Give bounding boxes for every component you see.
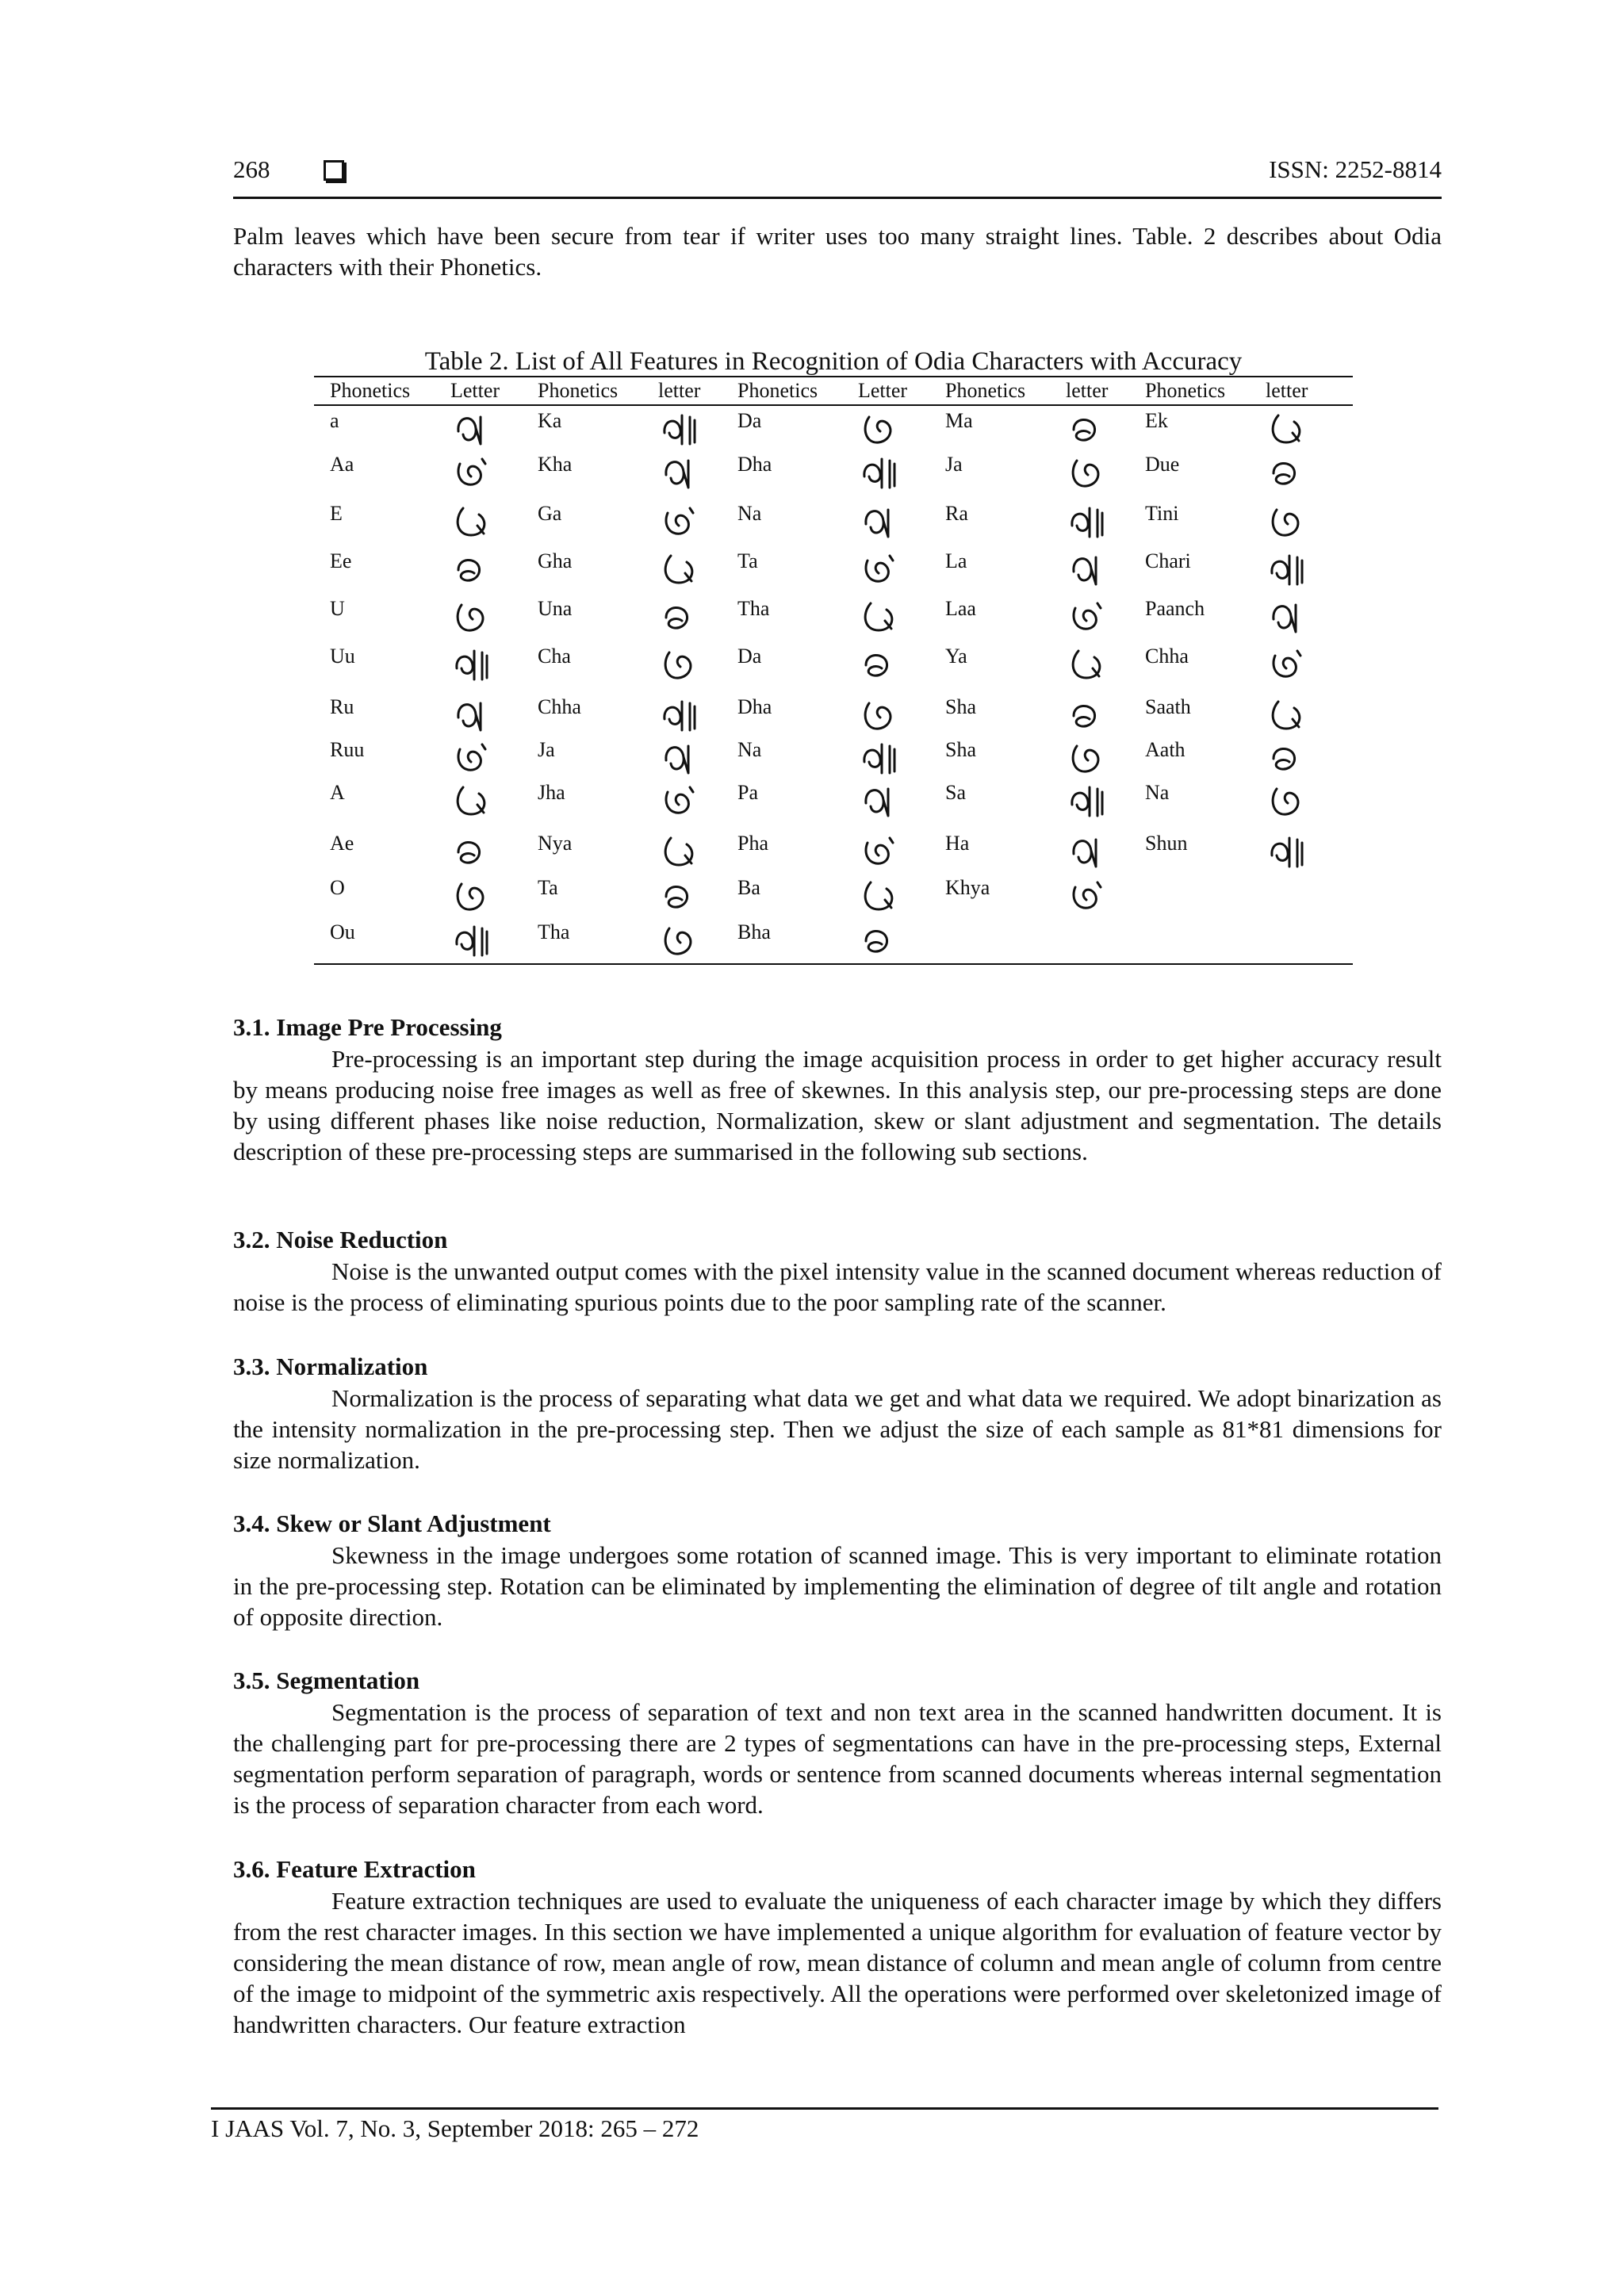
- phonetic-cell: Chha: [538, 695, 581, 718]
- section-title-3-1: 3.1. Image Pre Processing: [233, 1013, 502, 1041]
- letter-cell: [642, 735, 722, 778]
- phonetic-cell: Da: [737, 645, 762, 668]
- handwritten-odia-letter-icon: [446, 502, 498, 541]
- page-header: [233, 155, 1442, 199]
- letter-cell: [435, 499, 522, 546]
- table-header-cell: letter: [642, 377, 722, 405]
- phonetic-cell: La: [945, 549, 967, 572]
- phonetic-cell: Sa: [945, 781, 966, 804]
- letter-cell: [1250, 450, 1353, 499]
- letter-cell: [1250, 405, 1353, 450]
- phonetic-cell: Ja: [945, 453, 963, 476]
- handwritten-odia-letter-icon: [853, 597, 906, 637]
- letter-cell: [842, 873, 929, 917]
- phonetic-cell: Na: [737, 502, 762, 525]
- letter-cell: [1250, 873, 1353, 917]
- letter-cell: [842, 405, 929, 450]
- phonetic-cell: Ou: [330, 920, 355, 943]
- table-caption: Table 2. List of All Features in Recognition of Odia Characters with Accuracy: [424, 347, 1243, 376]
- letter-cell: [642, 873, 722, 917]
- handwritten-odia-letter-icon: [653, 832, 706, 871]
- handwritten-odia-letter-icon: [653, 502, 706, 541]
- issn: ISSN: 2252-8814: [1269, 155, 1442, 183]
- phonetic-cell: O: [330, 876, 345, 899]
- phonetic-cell: Aa: [330, 453, 354, 476]
- letter-cell: [435, 450, 522, 499]
- handwritten-odia-letter-icon: [653, 409, 706, 449]
- phonetic-cell: A: [330, 781, 345, 804]
- handwritten-odia-letter-icon: [1261, 738, 1313, 778]
- letter-cell: [435, 546, 522, 594]
- section-title-3-5: 3.5. Segmentation: [233, 1667, 420, 1694]
- handwritten-odia-letter-icon: [1261, 832, 1313, 871]
- letter-cell: [642, 828, 722, 873]
- letter-cell: [1250, 778, 1353, 828]
- table-header-cell: Phonetics: [929, 377, 1050, 405]
- handwritten-odia-letter-icon: [446, 645, 498, 684]
- handwritten-odia-letter-icon: [653, 453, 706, 492]
- table-row: [314, 499, 1353, 546]
- page-footer: I JAAS Vol. 7, No. 3, September 2018: 265 – 272: [211, 2107, 1438, 2143]
- phonetic-cell: Da: [737, 409, 762, 432]
- letter-cell: [1050, 450, 1129, 499]
- phonetic-cell: a: [330, 409, 339, 432]
- table-row: [314, 917, 1353, 963]
- handwritten-odia-letter-icon: [1061, 549, 1113, 589]
- letter-cell: [1050, 546, 1129, 594]
- letter-cell: [435, 594, 522, 641]
- table-header-cell: Letter: [435, 377, 522, 405]
- table-header-cell: Phonetics: [722, 377, 842, 405]
- handwritten-odia-letter-icon: [853, 920, 906, 960]
- table-row: [314, 641, 1353, 692]
- table-row: [314, 450, 1353, 499]
- letter-cell: [642, 405, 722, 450]
- section-body-3-3: Normalization is the process of separating what data we get and what data we required. We adopt binarization as the intensity normalization in the pre-processing step. Then we adjust the size of each sample as 81*81 dimensions for size normalization.: [233, 1384, 1442, 1474]
- handwritten-odia-letter-icon: [853, 781, 906, 821]
- handwritten-odia-letter-icon: [446, 597, 498, 637]
- handwritten-odia-letter-icon: [1061, 409, 1113, 449]
- handwritten-odia-letter-icon: [653, 738, 706, 778]
- letter-cell: [1250, 546, 1353, 594]
- phonetic-cell: E: [330, 502, 343, 525]
- letter-cell: [1250, 828, 1353, 873]
- handwritten-odia-letter-icon: [653, 695, 706, 735]
- handwritten-odia-letter-icon: [853, 832, 906, 871]
- phonetic-cell: [1129, 873, 1250, 917]
- table-row: [314, 735, 1353, 778]
- section-body-3-1: Pre-processing is an important step during the image acquisition process in order to get higher accuracy result by means producing noise free images as well as free of skewnes. In this analysis step, our pre-processing steps are done by using different phases like noise reduction, Normalization, skew or slant adjustment and segmentation. The details description of these pre-processing steps are summarised in the following sub sections.: [233, 1045, 1442, 1165]
- phonetic-cell: Paanch: [1145, 597, 1205, 620]
- handwritten-odia-letter-icon: [853, 502, 906, 541]
- phonetic-cell: Tha: [737, 597, 770, 620]
- letter-cell: [1250, 594, 1353, 641]
- handwritten-odia-letter-icon: [653, 781, 706, 821]
- letter-cell: [1050, 917, 1129, 963]
- handwritten-odia-letter-icon: [446, 409, 498, 449]
- handwritten-odia-letter-icon: [1261, 453, 1313, 492]
- phonetic-cell: Aath: [1145, 738, 1185, 761]
- section-title-3-3: 3.3. Normalization: [233, 1353, 428, 1380]
- table-row: [314, 405, 1353, 450]
- phonetic-cell: Ae: [330, 832, 354, 855]
- letter-cell: [842, 450, 929, 499]
- handwritten-odia-letter-icon: [1261, 409, 1313, 449]
- letter-cell: [1050, 405, 1129, 450]
- letter-cell: [435, 778, 522, 828]
- table-header-cell: Phonetics: [522, 377, 642, 405]
- phonetic-cell: [929, 917, 1050, 963]
- phonetic-cell: Ha: [945, 832, 970, 855]
- phonetic-cell: Ba: [737, 876, 760, 899]
- handwritten-odia-letter-icon: [1261, 549, 1313, 589]
- phonetic-cell: Ma: [945, 409, 973, 432]
- letter-cell: [642, 917, 722, 963]
- letter-cell: [435, 828, 522, 873]
- phonetic-cell: Ta: [538, 876, 558, 899]
- phonetic-cell: Ja: [538, 738, 555, 761]
- phonetic-cell: Gha: [538, 549, 573, 572]
- handwritten-odia-letter-icon: [1061, 832, 1113, 871]
- phonetic-cell: Ru: [330, 695, 354, 718]
- letter-cell: [642, 594, 722, 641]
- letter-cell: [642, 641, 722, 692]
- handwritten-odia-letter-icon: [1061, 738, 1113, 778]
- letter-cell: [842, 594, 929, 641]
- handwritten-odia-letter-icon: [1061, 695, 1113, 735]
- letter-cell: [842, 828, 929, 873]
- letter-cell: [435, 405, 522, 450]
- letter-cell: [1250, 499, 1353, 546]
- handwritten-odia-letter-icon: [653, 645, 706, 684]
- handwritten-odia-letter-icon: [653, 549, 706, 589]
- handwritten-odia-letter-icon: [446, 920, 498, 960]
- intro-paragraph: Palm leaves which have been secure from tear if writer uses too many straight lines. Table. 2 describes about Odia characters with their Phonetics.: [233, 222, 1442, 281]
- phonetic-cell: Ee: [330, 549, 352, 572]
- phonetic-cell: Ya: [945, 645, 967, 668]
- handwritten-odia-letter-icon: [1061, 597, 1113, 637]
- letter-cell: [842, 546, 929, 594]
- letter-cell: [842, 692, 929, 735]
- letter-cell: [842, 778, 929, 828]
- phonetic-cell: Jha: [538, 781, 565, 804]
- section-title-3-6: 3.6. Feature Extraction: [233, 1855, 476, 1883]
- phonetic-cell: Pa: [737, 781, 758, 804]
- table-header-cell: Phonetics: [1129, 377, 1250, 405]
- handwritten-odia-letter-icon: [446, 832, 498, 871]
- letter-cell: [1250, 641, 1353, 692]
- letter-cell: [642, 450, 722, 499]
- letter-cell: [642, 778, 722, 828]
- phonetic-cell: U: [330, 597, 345, 620]
- handwritten-odia-letter-icon: [853, 738, 906, 778]
- letter-cell: [642, 546, 722, 594]
- table-header-cell: Letter: [842, 377, 929, 405]
- phonetic-cell: Khya: [945, 876, 990, 899]
- phonetic-cell: Ta: [737, 549, 758, 572]
- phonetic-cell: Ka: [538, 409, 562, 432]
- section-body-3-4: Skewness in the image undergoes some rotation of scanned image. This is very important to eliminate rotation in the pre-processing step. Rotation can be eliminated by implementing the elimination of degree of tilt angle and rotation of opposite direction.: [233, 1541, 1442, 1631]
- phonetic-cell: Ra: [945, 502, 968, 525]
- phonetic-cell: Sha: [945, 738, 976, 761]
- phonetic-cell: Chha: [1145, 645, 1189, 668]
- table-row: [314, 692, 1353, 735]
- phonetic-cell: Kha: [538, 453, 573, 476]
- phonetic-cell: Tini: [1145, 502, 1179, 525]
- table-row: [314, 594, 1353, 641]
- phonetic-cell: Na: [737, 738, 762, 761]
- handwritten-odia-letter-icon: [1261, 645, 1313, 684]
- table-header-cell: letter: [1250, 377, 1353, 405]
- letter-cell: [1050, 735, 1129, 778]
- letter-cell: [642, 499, 722, 546]
- letter-cell: [435, 641, 522, 692]
- handwritten-odia-letter-icon: [446, 781, 498, 821]
- handwritten-odia-letter-icon: [1261, 695, 1313, 735]
- handwritten-odia-letter-icon: [853, 695, 906, 735]
- phonetic-cell: Ga: [538, 502, 562, 525]
- phonetic-cell: Ruu: [330, 738, 365, 761]
- handwritten-odia-letter-icon: [1061, 453, 1113, 492]
- handwritten-odia-letter-icon: [653, 920, 706, 960]
- phonetic-cell: Uu: [330, 645, 355, 668]
- phonetic-cell: Pha: [737, 832, 768, 855]
- letter-cell: [435, 873, 522, 917]
- section-body-3-5: Segmentation is the process of separation of text and non text area in the scanned handwritten document. It is the challenging part for pre-processing there are 2 types of segmentations can have in the pre-processing steps, External segmentation perform separation of paragraph, words or sentence from scanned documents whereas internal segmentation is the process of separation character from each word.: [233, 1698, 1442, 1819]
- section-title-3-2: 3.2. Noise Reduction: [233, 1226, 448, 1253]
- table-row: [314, 873, 1353, 917]
- table-row: [314, 778, 1353, 828]
- letter-cell: [1050, 641, 1129, 692]
- phonetic-cell: Tha: [538, 920, 570, 943]
- section-title-3-4: 3.4. Skew or Slant Adjustment: [233, 1510, 551, 1537]
- letter-cell: [1050, 692, 1129, 735]
- phonetic-cell: Nya: [538, 832, 573, 855]
- handwritten-odia-letter-icon: [446, 738, 498, 778]
- phonetic-cell: Sha: [945, 695, 976, 718]
- table-body: [314, 405, 1353, 963]
- section-body-3-6: Feature extraction techniques are used to evaluate the uniqueness of each character image by which they differs from the rest character images. In this section we have implemented a unique algorithm for evaluation of feature vector by considering the mean distance of row, mean angle of row, mean distance of column and mean angle of column from centre of the image to midpoint of the symmetric axis respectively. All the operations were performed over skeletonized image of handwritten characters. Our feature extraction: [233, 1887, 1442, 2038]
- letter-cell: [1050, 594, 1129, 641]
- phonetic-cell: Una: [538, 597, 573, 620]
- phonetic-cell: Bha: [737, 920, 771, 943]
- handwritten-odia-letter-icon: [446, 453, 498, 492]
- phonetic-cell: Laa: [945, 597, 976, 620]
- handwritten-odia-letter-icon: [1061, 781, 1113, 821]
- table-row: [314, 546, 1353, 594]
- phonetic-cell: [1129, 917, 1250, 963]
- phonetic-cell: Due: [1145, 453, 1180, 476]
- phonetic-cell: Cha: [538, 645, 571, 668]
- letter-cell: [1050, 828, 1129, 873]
- phonetic-cell: Dha: [737, 453, 772, 476]
- letter-cell: [435, 917, 522, 963]
- table-row: [314, 828, 1353, 873]
- table-header-cell: letter: [1050, 377, 1129, 405]
- handwritten-odia-letter-icon: [1261, 781, 1313, 821]
- odia-table: [314, 376, 1353, 965]
- letter-cell: [842, 735, 929, 778]
- table-header-row: [314, 377, 1353, 405]
- handwritten-odia-letter-icon: [853, 876, 906, 916]
- handwritten-odia-letter-icon: [446, 549, 498, 589]
- section-body-3-2: Noise is the unwanted output comes with the pixel intensity value in the scanned document whereas reduction of noise is the process of eliminating spurious points due to the poor sampling rate of the scanner.: [233, 1257, 1442, 1316]
- letter-cell: [1050, 778, 1129, 828]
- letter-cell: [642, 692, 722, 735]
- letter-cell: [1250, 917, 1353, 963]
- phonetic-cell: Ek: [1145, 409, 1168, 432]
- handwritten-odia-letter-icon: [653, 876, 706, 916]
- handwritten-odia-letter-icon: [853, 645, 906, 684]
- handwritten-odia-letter-icon: [1261, 597, 1313, 637]
- handwritten-odia-letter-icon: [653, 597, 706, 637]
- letter-cell: [1050, 499, 1129, 546]
- letter-cell: [1250, 692, 1353, 735]
- handwritten-odia-letter-icon: [1061, 645, 1113, 684]
- letter-cell: [842, 499, 929, 546]
- letter-cell: [842, 917, 929, 963]
- letter-cell: [1250, 735, 1353, 778]
- handwritten-odia-letter-icon: [853, 409, 906, 449]
- handwritten-odia-letter-icon: [1061, 876, 1113, 916]
- letter-cell: [842, 641, 929, 692]
- page-number: 268: [233, 155, 270, 183]
- letter-cell: [435, 692, 522, 735]
- phonetic-cell: Shun: [1145, 832, 1188, 855]
- handwritten-odia-letter-icon: [853, 453, 906, 492]
- phonetic-cell: Dha: [737, 695, 772, 718]
- letter-cell: [435, 735, 522, 778]
- phonetic-cell: Saath: [1145, 695, 1191, 718]
- phonetic-cell: Chari: [1145, 549, 1191, 572]
- handwritten-odia-letter-icon: [446, 695, 498, 735]
- handwritten-odia-letter-icon: [853, 549, 906, 589]
- handwritten-odia-letter-icon: [1261, 502, 1313, 541]
- handwritten-odia-letter-icon: [1061, 502, 1113, 541]
- handwritten-odia-letter-icon: [446, 876, 498, 916]
- square-bullet-icon: [324, 160, 344, 181]
- letter-cell: [1050, 873, 1129, 917]
- phonetic-cell: Na: [1145, 781, 1170, 804]
- table-header-cell: Phonetics: [314, 377, 435, 405]
